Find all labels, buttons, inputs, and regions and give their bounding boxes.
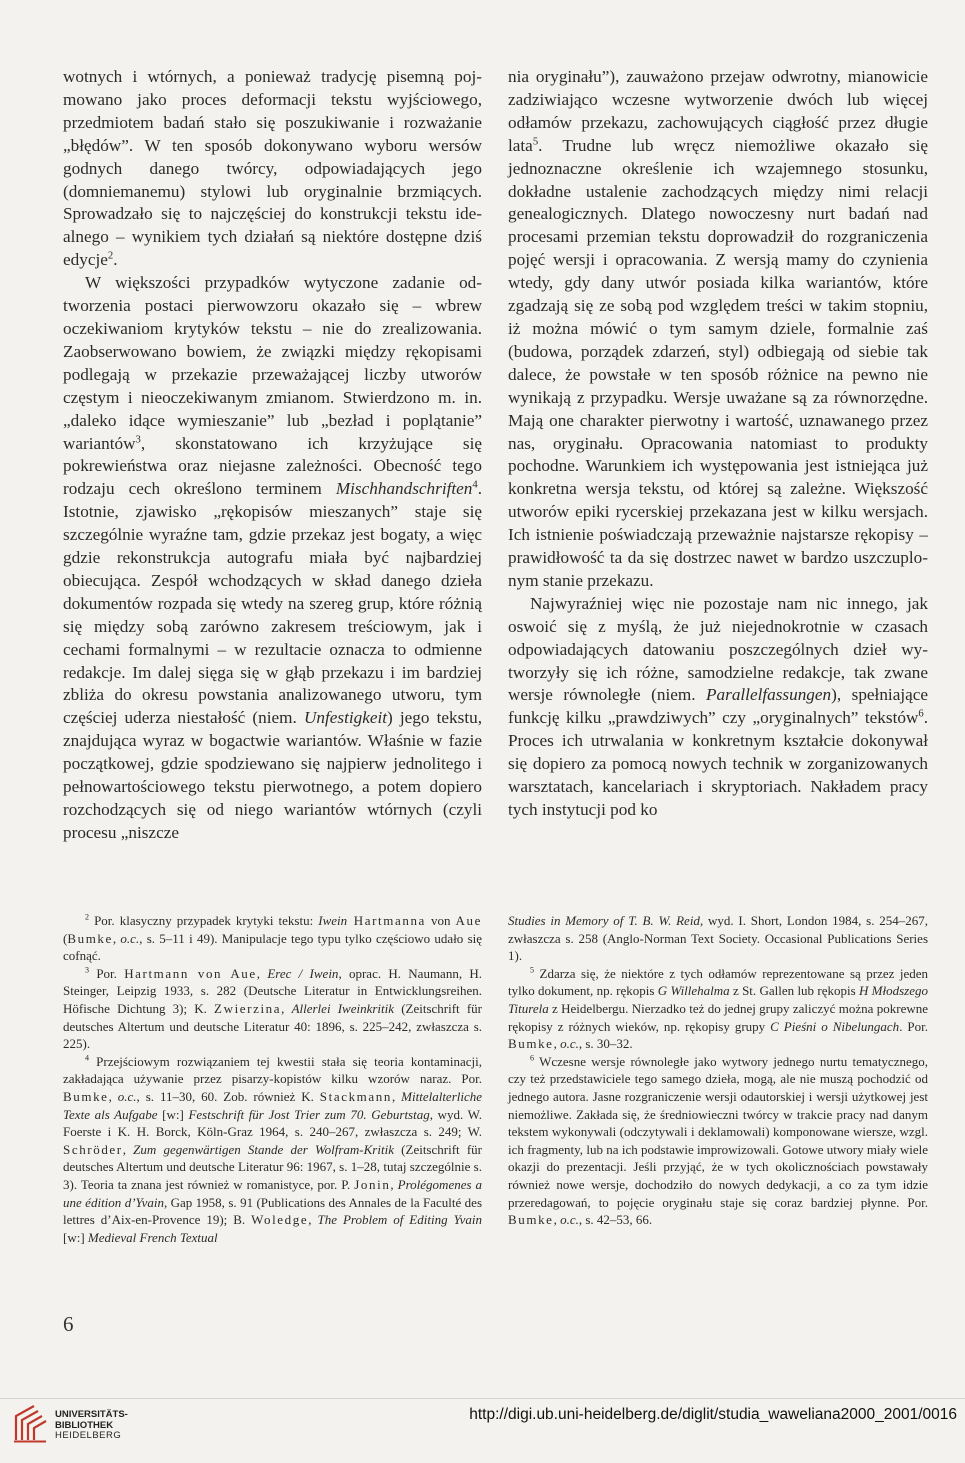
footnote-4: $^4$ Przejściowym rozwiązaniem tej kwestii stała się teoria kontaminacji, zakładająca używanie przez pisarzy-kopistów kilku wzorów naraz. Por. Bumke, o.c., s. 11–30, 60. Zob. również K. Stackmann, Mittelalterliche Texte als Aufgabe [w:] Festschrift für Jost Trier zum 70. Geburtstag, wyd. W. Foerste i K. H. Borck, Köln-Graz 1964, s. 240–267, zwłaszcza s. 249; W. Schröder, Zum gegenwärtigen Stande der Wolfram-Kritik (Zeitschrift für deutsches Altertum und deutsche Literatur 96: 1967, s. 1–28, tutaj szczególnie s. 3). Teoria ta znana jest również w romanistyce, por. P. Jonin, Prolégomenes a une édition d’Yvain, Gap 1958, s. 91 (Publications des Annales de la Faculté des lettres d’Aix-en-Provence 19); B. Woledge, The Problem of Editing Yvain [w:] Medieval French Textual: [63, 1053, 483, 1245]
body-text-left-column: [63, 66, 482, 845]
footnote-ref-5[interactable]: 5: [532, 135, 539, 147]
library-logo-icon[interactable]: [12, 1402, 48, 1444]
footnote-ref-3[interactable]: 3: [135, 433, 141, 445]
footer-divider: [0, 1398, 965, 1399]
library-name: UNIVERSITÄTS- BIBLIOTHEK HEIDELBERG: [55, 1409, 128, 1442]
footnotes-right-column: [508, 912, 928, 1229]
source-url-link[interactable]: http://digi.ub.uni-heidelberg.de/diglit/studia_waweliana2000_2001/0016: [469, 1406, 957, 1423]
footnote-2: $^2$ Por. klasyczny przypadek krytyki tekstu: Iwein Hartmanna von Aue (Bumke, o.c., s. 5–11 i 49). Manipulacje tego typu tylko częściowo udało się cofnąć.: [63, 912, 483, 964]
footnote-ref-2[interactable]: 2: [107, 250, 114, 262]
paragraph: Najwyraźniej więc nie pozostaje nam nic innego, jak oswoić się z myślą, że już niejednokrotnie w czasach odpowiadających datowaniu poszczególnych dzieł wytworzyły się ich różne, samodzielne redakcje, tak zwane wersje równoległe (niem. Parallelfassungen), spełniające funkcję kilku „prawdziwych” czy „oryginalnych” tekstów$^6$. Proces ich utrwalania w konkretnym kształcie dokonywał się dopiero za pomocą nowych technik w zorganizowanych warsztatach, kancelariach i skryptoriach. Nakładem pracy tych instytucji pod ko: [508, 593, 928, 819]
paragraph: nia oryginału”), zauważono przejaw odwrotny, mianowicie zadziwiająco wczesne wytworzenie dwóch lub więcej odłamów przekazu, zachowujących ciągłość przez długie lata$^5$. Trudne lub wręcz niemożliwe okazało się jednoznaczne określenie ich wzajemnego stosunku, dokładne ustalenie zachodzących między nimi relacji genealogicznych. Dlatego nowoczesny nurt badań nad procesami przemian tekstu doprowadził do rozgraniczenia pojęć wersji i opracowania. Z wersją mamy do czynienia wtedy, gdy dany utwór posiada kilka wariantów, które zgadzają się ze sobą pod względem treści w takim stopniu, iż można mówić o tym samym dziele, formalnie zaś (budowa, porządek zdarzeń, styl) odbiegają od siebie tak dalece, że powstałe w ten sposób różnice na pewno nie wynikają z przypadku. Wersje uważane są za równorzędne. Mają one charakter pierwotny i wartość, uznawanego przez nas, oryginału. Opracowania natomiast to produkty pochodne. Warunkiem ich występowania jest istniejąca już konkretna wersja tekstu, od której są zależne. Większość utworów epiki rycerskiej przekazana jest w kilku wersjach. Ich istnienie poświadczają przeważnie najstarsze rękopisy – prawidłowość ta da się dostrzec nawet w bardzo uszczuplonym stanie przekazu.: [508, 67, 928, 590]
page-number: 6: [63, 1312, 74, 1336]
footnote-3: $^3$ Por. Hartmann von Aue, Erec / Iwein, oprac. H. Naumann, H. Steinger, Leipzig 1933, s. 282 (Deutsche Literatur in Entwicklungsreihen. Höfische Dichtung 3); K. Zwierzina, Allerlei Iweinkritik (Zeitschrift für deutsches Altertum und deutsche Literatur 40: 1896, s. 225–242, zwłaszcza s. 225).: [63, 965, 482, 1052]
paragraph: wotnych i wtórnych, a ponieważ tradycję pisemną pojmowano jako proces deformacji tekstu wyjściowego, przedmiotem badań stało się poszukiwanie i rozważanie „błędów”. W ten sposób dokonywano wyboru wersów godnych danego twórcy, odpowiadających jego (domniemanemu) stylowi lub oryginalnie brzmiących. Sprowadzało się to najczęściej do konstrukcji tekstu idealnego – wynikiem tych działań są niektóre dostępne dziś edycje$^2$.: [63, 67, 482, 270]
body-text-right-column: [508, 66, 928, 822]
footnote-6: $^6$ Wczesne wersje równoległe jako wytwory jednego nurtu tematycznego, czy też przedstawiciele tego samego dzieła, mogą, ale nie muszą pochodzić od jednego autora. Jasne rozgraniczenie wersji odautorskiej i wersji użytkowej jest niemożliwe. Zakłada się, że średniowieczni twórcy w trakcie pracy nad danym tekstem wykonywali (odczytywali i deklamowali) komponowane wiersze, wzgl. ich fragmenty, lub na ich podstawie improwizowali. Gotowe utwory miały wiele okazji do prezentacji. Jeśli przyjąć, że w tych okolicznościach powstawały również nowe wersje, dochodziło do nowych dedykacji, a co za tym idzie przeredagowań, to pojęcie oryginału staje się coraz bardziej płynne. Por. Bumke, o.c., s. 42–53, 66.: [508, 1053, 928, 1228]
footnote-5: $^5$ Zdarza się, że niektóre z tych odłamów reprezentowane są przez jeden tylko dokument, np. rękopis G Willehalma z St. Gallen lub rękopis H Młodszego Titurela z Heidelbergu. Nierzadko też do jednej grupy zaliczyć można pokrewne rękopisy z różnych wieków, np. rękopisy grupy C Pieśni o Nibelungach. Por. Bumke, o.c., s. 30–32.: [508, 965, 929, 1052]
paragraph: W większości przypadków wytyczone zadanie odtworzenia postaci pierwowzoru okazało się – wbrew oczekiwaniom krytyków tekstu – nie do zrealizowania. Zaobserwowano bowiem, że związki między rękopisami podlegają w przekazie przeważającej liczby utworów częstym i nieoczekiwanym zmianom. Stwierdzono m. in. „daleko idące wymieszanie” lub „bezład i poplątanie” wariantów$^3$, skonstatowano ich krzyżujące się pokrewieństwa oraz niejasne zależności. Obecność tego rodzaju cech określono terminem Mischhandschriften$^4$. Istotnie, zjawisko „rękopisów mieszanych” staje się szczególnie wyraźne tam, gdzie przekaz jest bogaty, a więc gdzie rekonstrukcja autografu miała być najbardziej obiecująca. Zespół wchodzących w skład danego dzieła dokumentów rozpada się wtedy na szereg grup, które różnią się między sobą zarówno zakresem treściowym, jak i cechami formalnymi – w rezultacie oznacza to odmienne redakcje. Im dalej sięga się w głąb przekazu i im bardziej zbliża do okresu powstania analizowanego utworu, tym częściej uderza niestałość (niem. Unfestigkeit) jego tekstu, znajdująca wyraz w bogactwie wariantów. Właśnie w fazie początkowej, gdzie spodziewano się najpierw jednolitego i pełnowartościowego tekstu pierwotnego, a potem dopiero rozchodzących się od niego wariantów wtórnych (czyli procesu „niszcze: [63, 273, 483, 842]
footnotes-left-column: [63, 912, 482, 1246]
footnote-4-continued: Studies in Memory of T. B. W. Reid, wyd. I. Short, London 1984, s. 254–267, zwłaszcza s. 258 (Anglo-Norman Text Society. Occasional Publications Series 1).: [508, 913, 928, 964]
footnote-ref-6[interactable]: 6: [918, 708, 924, 720]
footnote-ref-4[interactable]: 4: [472, 479, 478, 491]
